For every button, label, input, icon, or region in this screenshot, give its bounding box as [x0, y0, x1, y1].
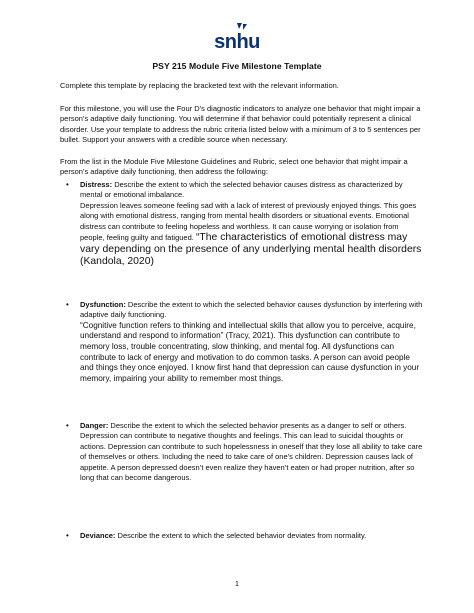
bullet-dot-icon: • [66, 180, 69, 189]
snhu-logo-text: snhu [214, 31, 260, 52]
page-number: 1 [234, 579, 240, 588]
distress-prompt: Describe the extent to which the selected behavior causes distress as characterized by mental or emotional imbalance. [80, 180, 403, 200]
bullet-deviance [66, 531, 423, 541]
snhu-logo [0, 22, 474, 57]
select-instructions: From the list in the Module Five Milestone Guidelines and Rubric, select one behavior that might impair a person’s adaptive daily functioning, then address the following: [60, 157, 408, 177]
danger-label: Danger: [80, 421, 109, 430]
distress-response [80, 201, 423, 269]
bullet-dot-icon: • [66, 300, 69, 309]
dysfunction-response: “Cognitive function refers to thinking and intellectual skills that allow you to perceive, acquire, understand and respond to information” (Tracy, 2021). This dysfunction can contribute to memory loss, trouble concentrating, slow thinking, and mental fog. All dysfunctions can contribute to lack of energy and motivation to do common tasks. A person can avoid people and things they once enjoyed. I know first hand that depression can cause dysfunction in your memory, impairing your ability to remember most things. [80, 320, 420, 383]
distress-quote: “The characteristics of emotional distress may vary depending on the presence of any underlying mental health disorders (Kandola, 2020) [80, 232, 422, 268]
bullet-dysfunction [66, 300, 423, 384]
dysfunction-label: Dysfunction: [80, 300, 126, 309]
snhu-logo-mark [214, 22, 260, 52]
bullet-dot-icon: • [66, 421, 69, 430]
deviance-prompt: Describe the extent to which the selected behavior deviates from normality. [115, 531, 367, 540]
bullet-distress [66, 180, 423, 269]
danger-prompt: Describe the extent to which the selected behavior presents as a danger to self or others. [108, 421, 407, 430]
intro-text: Complete this template by replacing the bracketed text with the relevant information. [60, 81, 339, 90]
bullet-dot-icon: • [66, 531, 69, 540]
page-title: PSY 215 Module Five Milestone Template [152, 61, 322, 71]
distress-label: Distress: [80, 180, 113, 189]
distress-response-text: Depression leaves someone feeling sad with a lack of interest of previously enjoyed things. This goes along with emotional distress, ranging from mental health disorders or situational events. Emotional distress can contribute to feeling hopeless and worthless. It can cause worrying or isolation from people, feeling guilty and fatigued. [80, 200, 417, 243]
milestone-instructions: For this milestone, you will use the Four D’s diagnostic indicators to analyze one behavior that might impair a person’s adaptive daily functioning. You will determine if that behavior could potentially represent a clinical disorder. Use your template to address the rubric criteria listed below with a minimum of 3 to 5 sentences per bullet. Support your answers with a credible source when necessary. [60, 104, 421, 145]
deviance-label: Deviance: [80, 531, 116, 540]
dysfunction-prompt: Describe the extent to which the selected behavior causes dysfunction by interfering with adaptive daily functioning. [80, 300, 423, 320]
danger-response: Depression can contribute to negative thoughts and feelings. This can lead to suicidal thoughts or actions. Depression can contribute to such hopelessness in oneself that they lose all ability to take care of themselves or others. Including the need to take care of one’s children. Depression causes lack of appetite. A person depressed doesn’t even realize they haven’t eaten or had proper nutrition, after so long that can become dangerous. [80, 431, 423, 483]
bullet-danger [66, 421, 423, 483]
